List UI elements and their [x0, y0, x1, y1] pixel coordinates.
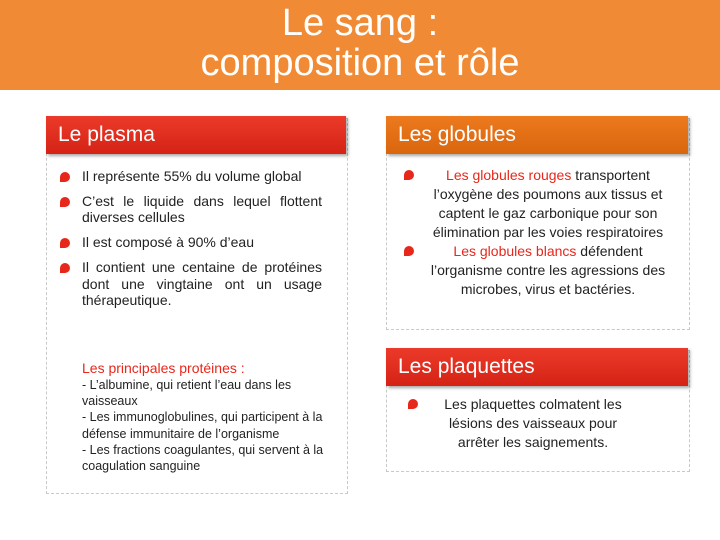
bullet-text: C’est le liquide dans lequel flottent diverses cellules — [82, 192, 322, 226]
bullet-text: défendent l’organisme contre les agressions des microbes, virus et bactéries. — [430, 243, 666, 297]
title-bar — [0, 0, 720, 90]
plaquettes-header-label: Les plaquettes — [398, 355, 535, 378]
bullet-icon — [404, 170, 414, 180]
plasma-bullets — [56, 168, 322, 309]
globules-header-label: Les globules — [398, 123, 516, 146]
plaquettes-bullets — [404, 395, 636, 452]
globules-rouges-label: Les globules rouges — [446, 167, 572, 183]
list-item: - L’albumine, qui retient l’eau dans les vaisseaux — [82, 378, 292, 409]
bullet-text: Il contient une centaine de protéines dont une vingtaine ont un usage thérapeutique. — [82, 258, 322, 309]
proteins-title: Les principales protéines : — [82, 360, 245, 376]
bullet-text: Il est composé à 90% d’eau — [82, 234, 254, 251]
list-item — [400, 166, 670, 242]
page-title-line-1: Le sang : — [281, 2, 439, 44]
plasma-header — [46, 116, 346, 154]
globules-bullets — [400, 166, 670, 299]
bullet-text: Les plaquettes colmatent les lésions des vaisseaux pour arrêter les saignements. — [444, 396, 622, 450]
list-item: - Les immunoglobulines, qui participent à la défense immunitaire de l’organisme — [82, 410, 323, 441]
plaquettes-header — [386, 348, 688, 386]
list-item — [404, 395, 636, 452]
bullet-icon — [408, 399, 418, 409]
bullet-icon — [60, 238, 70, 248]
bullet-icon — [404, 246, 414, 256]
list-item — [56, 234, 322, 251]
plasma-header-label: Le plasma — [58, 123, 155, 146]
page-title-line-2: composition et rôle — [200, 42, 520, 84]
list-item — [400, 242, 670, 299]
list-item — [56, 193, 322, 226]
proteins-list — [82, 377, 332, 474]
bullet-icon — [60, 263, 70, 273]
bullet-text: transportent l’oxygène des poumons aux tissus et captent le gaz carbonique pour son élimination par les voies respiratoires — [432, 167, 664, 240]
globules-header — [386, 116, 688, 154]
list-item: - Les fractions coagulantes, qui servent à la coagulation sanguine — [82, 442, 324, 474]
bullet-icon — [60, 172, 70, 182]
list-item — [56, 168, 322, 185]
list-item — [56, 259, 322, 309]
bullet-text: Il représente 55% du volume global — [82, 168, 302, 184]
globules-blancs-label: Les globules blancs — [453, 243, 577, 259]
bullet-icon — [60, 197, 70, 207]
